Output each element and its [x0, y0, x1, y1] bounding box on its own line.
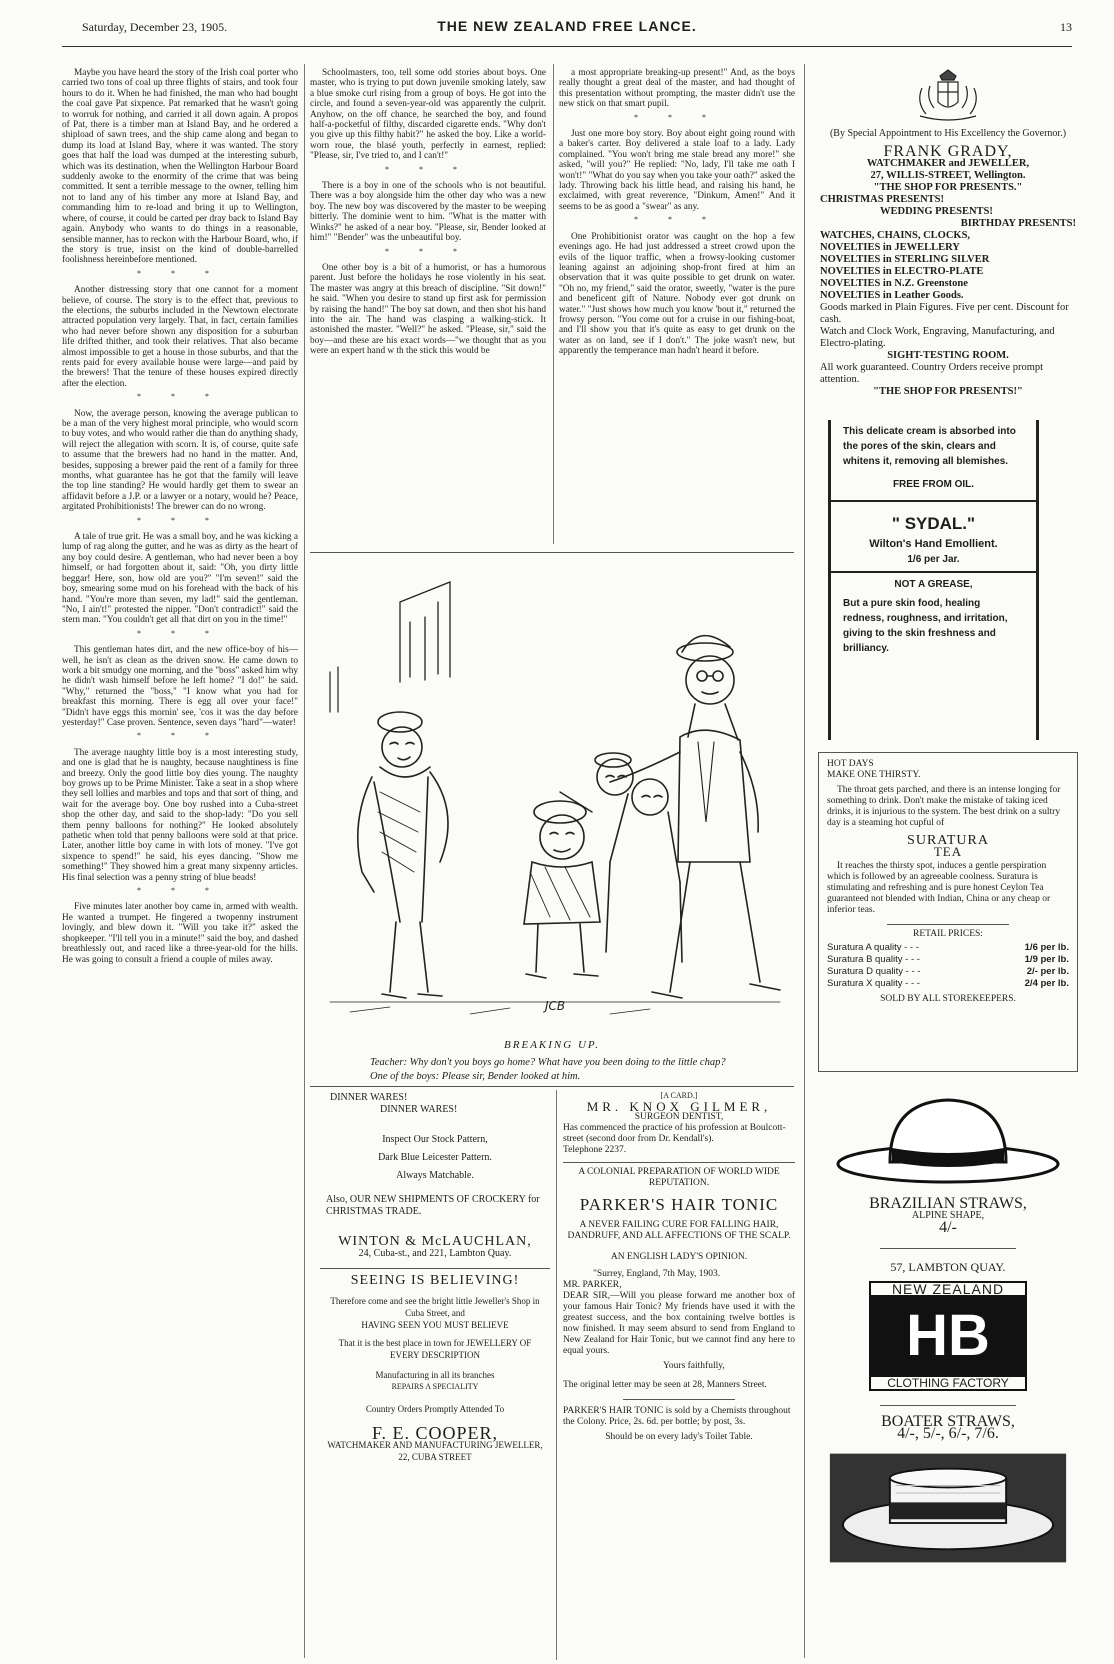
price-value: 2/- per lb.	[1026, 966, 1069, 977]
ad-divider	[880, 1248, 1016, 1249]
hb-logo-factory: CLOTHING FACTORY	[871, 1375, 1025, 1389]
column-three	[559, 68, 795, 540]
suratura-tea-ad	[818, 752, 1078, 1072]
parker-faith: Yours faithfully,	[663, 1361, 725, 1371]
parker-original: The original letter may be seen at 28, Manners Street.	[563, 1380, 767, 1390]
brazilian-price: 4/-	[939, 1219, 957, 1236]
grady-line: "THE SHOP FOR PRESENTS!"	[873, 386, 1023, 397]
dinner-heading-1: DINNER WARES!	[330, 1092, 408, 1103]
parker-to: MR. PARKER,	[563, 1280, 622, 1290]
cooper-repairs: REPAIRS A SPECIALITY	[391, 1382, 479, 1391]
cooper-address: 22, CUBA STREET	[398, 1452, 472, 1462]
cooper-best: That it is the best place in town for JEWELLERY OF EVERY DESCRIPTION	[338, 1338, 532, 1360]
ad-divider	[831, 571, 1036, 573]
section-divider: * * *	[137, 886, 223, 896]
grady-line: WEDDING PRESENTS!	[880, 206, 993, 217]
boater-hat-icon	[828, 1448, 1068, 1568]
suratura-sold: SOLD BY ALL STOREKEEPERS.	[880, 994, 1016, 1004]
article-paragraph: There is a boy in one of the schools who is not beautiful. There was a boy alongside him the other day who was a new boy. The new boy was discovered by the master to be weeping bitterly. The dominie went to him. "What is the matter with Winks?" he asked of a near boy. "Please, sir, Bender looked at him!" "Bender" was the unbeautiful boy.	[310, 181, 546, 244]
grady-slogan: "THE SHOP FOR PRESENTS."	[873, 182, 1023, 193]
cooper-name: F. E. COOPER,	[371, 1423, 499, 1443]
suratura-prices-head: RETAIL PRICES:	[913, 929, 983, 939]
parker-cure: A NEVER FAILING CURE FOR FALLING HAIR, DANDRUFF, AND ALL AFFECTIONS OF THE SCALP.	[567, 1220, 791, 1241]
cartoon-signature: JCB	[545, 999, 566, 1013]
section-divider: * * *	[137, 731, 223, 741]
gilmer-body: Has commenced the practice of his profession at Boulcott-street (second door from Dr. Kendall's).	[563, 1123, 786, 1144]
column-rule	[553, 64, 554, 544]
parker-opinion: AN ENGLISH LADY'S OPINION.	[610, 1252, 748, 1262]
gilmer-telephone: Telephone 2237.	[563, 1145, 627, 1155]
price-row	[827, 966, 1069, 978]
sydal-body: But a pure skin food, healing redness, roughness, and irritation, giving to the skin freshness and brilliancy.	[843, 598, 1008, 654]
publication-title: THE NEW ZEALAND FREE LANCE.	[437, 18, 697, 34]
column-rule	[556, 1090, 557, 1660]
grady-line: All work guaranteed. Country Orders receive prompt attention.	[820, 362, 1044, 385]
gilmer-title: SURGEON DENTIST,	[634, 1112, 724, 1122]
section-divider: * * *	[385, 164, 471, 174]
card-label: [A CARD.]	[660, 1091, 698, 1100]
column-two	[310, 68, 546, 368]
section-divider: * * *	[137, 392, 223, 402]
sydal-intro: This delicate cream is absorbed into the pores of the skin, clears and whitens it, removing all blemishes.	[843, 426, 1016, 467]
seeing-is-believing: SEEING IS BELIEVING!	[350, 1273, 520, 1288]
gilmer-name: MR. KNOX GILMER,	[586, 1099, 772, 1114]
price-quality: Suratura X quality - - -	[827, 978, 920, 989]
cooper-country: Country Orders Promptly Attended To	[365, 1404, 505, 1414]
grady-trade: WATCHMAKER and JEWELLER,	[866, 158, 1030, 169]
section-divider: * * *	[137, 268, 223, 278]
cooper-manufacturing: Manufacturing in all its branches	[375, 1370, 495, 1380]
hb-logo-nz: NEW ZEALAND	[871, 1283, 1025, 1297]
parker-place: "Surrey, England, 7th May, 1903.	[593, 1269, 721, 1279]
section-divider: * * *	[137, 515, 223, 525]
sydal-oil: FREE FROM OIL.	[892, 479, 975, 490]
ad-divider	[880, 1405, 1016, 1406]
alpine-shape: ALPINE SHAPE,	[911, 1210, 985, 1221]
grady-line: NOVELTIES in STERLING SILVER	[820, 254, 990, 265]
grady-line: Watch and Clock Work, Engraving, Manufacturing, and Electro-plating.	[820, 326, 1055, 349]
page-number: 13	[1060, 20, 1072, 34]
article-paragraph: One other boy is a bit of a humorist, or has a humorous parent. Just before the holidays he rose violently in his seat. The master was angry at this breach of discipline. "Sit down!" he said. "When you desire to stand up first ask for permission by raising the hand!" The boy sat down, and then shot his hand into the air. The hand was clasping a walking-stick. It astonished the master. "Well?" he asked. "Please, sir," said the boy—and these are his exact words—"we thought that as you were an expert hand w th the stick this would be	[310, 262, 546, 357]
cartoon-caption	[310, 1038, 794, 1084]
cartoon-dialogue-boy: One of the boys: Please sir, Bender looked at him.	[370, 1071, 581, 1082]
cooper-body: Therefore come and see the bright little Jeweller's Shop in Cuba Street, and	[330, 1296, 540, 1318]
ad-divider	[831, 500, 1036, 502]
cartoon-title: BREAKING UP.	[504, 1039, 600, 1051]
grady-line: WATCHES, CHAINS, CLOCKS,	[820, 230, 971, 241]
ad-divider	[320, 1268, 550, 1269]
section-divider: * * *	[385, 246, 471, 256]
sydal-brand: " SYDAL."	[891, 514, 976, 533]
article-paragraph: A tale of true grit. He was a small boy, and he was kicking a lump of rag along the gutter, and he was as dirty as the heart of any boy could desire. A gentleman, who had never been a boy himself, or had forgotten about it, said: "Oh, you dirty little beggar! Here, son, how old are you?" "I'm seven!" said the boy, smearing some mud on his forehead with the back of his hand. "You're more than seven, my lad!" said the gentleman. "No, I ain't!" protested the nipper. "Don't contradict!" said the stern man. "You couldn't get all that dirt on you in the time!"	[62, 532, 298, 626]
price-row	[827, 942, 1069, 954]
article-paragraph: This gentleman hates dirt, and the new office-boy of his—well, he isn't as clean as the driven snow. He came down to work a bit smudgy one morning, and the "boss" asked him why he didn't wash himself before he left home? "I do!" he said. "Why," returned the "boss," "I know what you had for breakfast this morning. There is egg all over your face!" "Didn't have eggs this mornin' see, 'cos it was the day before yesterday!" Case proven. Sentence, seven days "hard"—water!	[62, 645, 298, 728]
section-divider: * * *	[137, 628, 223, 638]
article-paragraph: a most appropriate breaking-up present!" And, as the boys really thought a great deal of the master, and had thought of this presentation without prompting, the master didn't use the new stick on that smart pupil.	[559, 68, 795, 110]
grady-name: FRANK GRADY,	[883, 143, 1013, 160]
price-quality: Suratura B quality - - -	[827, 954, 920, 965]
column-rule	[304, 64, 305, 1658]
article-paragraph: Maybe you have heard the story of the Irish coal porter who carried two tons of coal up three flights of stairs, and took four hours to do it. When he had finished, the man who had bought the coal gave Pat sixpence. Pat remarked that he wasn't going to worruk for nothing, and carried it all down again. A propos of Pat, there is a timber man at Island Bay, and he ordered a shipload of sawn trees, and the ship came along and began to dump its load at Island Bay, where it was wanted. The story goes that half the load was dumped at the interesting suburb, which was its destination, when the Wellington Harbour Board suddenly awoke to the enormity of the crime that was being committed. It sent a terrible message to the owner, telling him not to land any of his timber any more at Island Bay, and commanding him to re-load and bring it up to Wellington, where, of course, it could be carted per dray back to Island Bay again. Anybody who wants to do things in a reasonable, sensible manner, has to reckon with the Harbour Board, who, if the story is true, insist on the kind of double-barrelled foolishness hereinbefore mentioned.	[62, 68, 298, 266]
frank-grady-ad	[820, 68, 1076, 408]
ad-divider	[887, 924, 1009, 925]
article-paragraph: Now, the average person, knowing the average publican to be a man of the very highest moral principle, who would scorn to buy votes, and who would rather die than do anything shady, will reject the allegation with scorn. It is, of course, quite safe to assume that the brewers had no hand in the matter. And, besides, supposing a brewer paid the rent of a family for three months, what guarantee has he got that the family will leave the top line standing? He would hardly get them to swear an affidavit before a J.P. or a lawyer or a notary, would he? Peace, argitated Prohibitionists! The brewer can do no wrong.	[62, 408, 298, 513]
sydal-ad	[828, 420, 1039, 740]
grady-line: Goods marked in Plain Figures. Five per cent. Discount for cash.	[820, 302, 1069, 325]
suratura-para2: It reaches the thirsty spot, induces a gentle perspiration which is followed by an agreeable coolness. Suratura is stimulating and refreshing and is pure honest Ceylon Tea guaranteed not blended with Indian, China or any cheap or inferior teas.	[827, 861, 1051, 915]
column-one	[62, 68, 298, 1658]
issue-date: Saturday, December 23, 1905.	[82, 20, 228, 34]
breaking-up-cartoon	[310, 562, 794, 1032]
cartoon-top-rule	[310, 552, 794, 553]
article-paragraph: Just one more boy story. Boy about eight going round with a baker's carter. Boy delivered a stale loaf to a lady. Lady complained. "You won't bring me stale bread any more!" she asked, "will you?" He replied: "No, lady, I'll take me oath I won't!" "What do you say when you take your oath?" asked the lady. Throwing back his little head, and raising his hand, he exclaimed, with great reverence, "Dinkum, Amen!" And it seems to be as good a "swear" as any.	[559, 129, 795, 212]
appointment-line: (By Special Appointment to His Excellency the Governor.)	[829, 128, 1067, 139]
suratura-head1: HOT DAYS	[827, 759, 874, 769]
parker-brand: PARKER'S HAIR TONIC	[579, 1195, 779, 1214]
grady-line: NOVELTIES in Leather Goods.	[820, 290, 964, 301]
suratura-head2: MAKE ONE THIRSTY.	[827, 770, 921, 780]
cooper-having: HAVING SEEN YOU MUST BELIEVE	[361, 1320, 509, 1330]
ad-divider	[563, 1162, 795, 1163]
grady-line: NOVELTIES in N.Z. Greenstone	[820, 278, 968, 289]
grady-line: NOVELTIES in ELECTRO-PLATE	[820, 266, 984, 277]
ad-divider	[623, 1399, 735, 1400]
dinner-line: Always Matchable.	[396, 1170, 474, 1181]
grady-line: CHRISTMAS PRESENTS!	[820, 194, 944, 205]
boater-straws: BOATER STRAWS,	[881, 1413, 1015, 1430]
price-row	[827, 978, 1069, 990]
dinner-shipments: Also, OUR NEW SHIPMENTS OF CROCKERY for CHRISTMAS TRADE.	[326, 1194, 540, 1217]
hb-clothing-ad	[820, 1082, 1076, 1660]
price-quality: Suratura A quality - - -	[827, 942, 919, 953]
hb-logo	[869, 1281, 1027, 1391]
cartoon-bottom-rule	[310, 1086, 794, 1087]
suratura-tea: TEA	[933, 844, 963, 859]
grady-line: BIRTHDAY PRESENTS!	[960, 218, 1076, 229]
article-paragraph: Five minutes later another boy came in, armed with wealth. He wanted a trumpet. He fingered a twopenny instrument lovingly, and blew down it. "Will you take it?" asked the shopkeeper. "I'll tell you in a minute!" said the boy, and dashed breathlessly out, and raced like a three-year-old for the hills. He was going to consult a friend a couple of miles away.	[62, 902, 298, 965]
parker-preparation: A COLONIAL PREPARATION OF WORLD WIDE REPUTATION.	[578, 1167, 780, 1188]
price-value: 2/4 per lb.	[1024, 978, 1069, 989]
section-divider: * * *	[634, 215, 720, 225]
cooper-trade: WATCHMAKER AND MANUFACTURING JEWELLER,	[327, 1440, 543, 1450]
alpine-hat-icon	[820, 1082, 1076, 1192]
dinner-line: Inspect Our Stock Pattern,	[382, 1134, 488, 1145]
page-header	[62, 6, 1072, 47]
suratura-para1: The throat gets parched, and there is an intense longing for something to drink. Don't make the mistake of taking iced drinks, it is injurious to the system. The best drink on a sultry day is a steaming hot cupful of	[827, 785, 1061, 828]
parker-sold: PARKER'S HAIR TONIC is sold by a Chemists throughout the Colony. Price, 2s. 6d. per bottle; by post, 3s.	[563, 1406, 791, 1427]
article-paragraph: One Prohibitionist orator was caught on the hop a few evenings ago. He had just addressed a street crowd upon the evils of the liquor traffic, when a frowsy-looking customer leaning against an adjoining shop-front fired at him an observation that it was quite possible to get drunk on water. "Oh no, my friend," said the orator, sweetly, "water is the pure and beneficent gift of Nature. Nobody ever got drunk on water." "Just shows how much you know 'bout it," returned the frowsy person. "You come out for a cruise in our fishing-boat, and I'll show you that it's quite as easy to get drunk on the water as on land, see if I don't." The joke wasn't new, but apparently the temperance man hadn't heard it before.	[559, 231, 795, 357]
brazilian-straws: BRAZILIAN STRAWS,	[869, 1195, 1027, 1212]
cartoon-dialogue-teacher: Teacher: Why don't you boys go home? What have you been doing to the little chap?	[370, 1057, 726, 1068]
winton-address: 24, Cuba-st., and 221, Lambton Quay.	[358, 1248, 512, 1259]
hb-logo-mark: HB	[871, 1297, 1025, 1375]
article-paragraph: The average naughty little boy is a most interesting study, and one is glad that he is naughty, because naughtiness is fine and breezy. Only the good little boy dies young. The naughty boy grows up to be Prime Minister. Take a seat in a shop where they sell lollies and marbles and tops and that sort of thing, and wait for the average boy. One boy rushed into a Cuba-street shop the other day, and said to the shop-lady: "Do you sell them penny balloons for nothing?" He looked absolutely pathetic when told that penny balloons were sold at that price. Later, another little boy came in with lots of money. "I've got sixpence to spend!" he said, his eyes dancing. "Show me something!" They showed him a great many sixpenny articles. His final selection was a penny string of blue beads!	[62, 747, 298, 883]
price-row	[827, 954, 1069, 966]
dinner-line: Dark Blue Leicester Pattern.	[378, 1152, 492, 1163]
parker-hair-tonic-ad	[563, 1090, 795, 1443]
section-divider: * * *	[634, 112, 720, 122]
price-value: 1/6 per lb.	[1024, 942, 1069, 953]
suratura-name: SURATURA	[907, 833, 989, 848]
dinner-wares-ad	[320, 1092, 550, 1463]
boater-prices: 4/-, 5/-, 6/-, 7/6.	[897, 1425, 999, 1442]
price-value: 1/9 per lb.	[1024, 954, 1069, 965]
grady-address: 27, WILLIS-STREET, Wellington.	[870, 170, 1026, 181]
sydal-price: 1/6 per Jar.	[907, 554, 960, 565]
parker-toilet: Should be on every lady's Toilet Table.	[605, 1432, 753, 1442]
winton-mclauchlan: WINTON & McLAUCHLAN,	[338, 1234, 532, 1249]
column-rule	[804, 64, 805, 1658]
article-paragraph: Schoolmasters, too, tell some odd stories about boys. One master, who is trying to put down juvenile smoking lately, saw a blue smoke curl rising from a group of boys. He got into the circle, and found a seven-year-old was apparently the culprit. Anyhow, on the off chance, he searched the boy, and found half-a-pocketful of filthy, discarded cigarette ends. "Why don't you give up this filthy habit?" he asked the boy. Like a world-worn roue, the blasé youth, perfectly in earnest, replied: "Please, sir, I've tried to, and I can't!"	[310, 68, 546, 162]
sydal-grease: NOT A GREASE,	[894, 579, 973, 590]
royal-crest-icon	[908, 68, 988, 124]
sydal-product: Wilton's Hand Emollient.	[869, 538, 998, 550]
parker-letter: DEAR SIR,—Will you please forward me another box of your famous Hair Tonic? My friends have used it with the greatest success, and the box containing twelve bottles is now finished. It may seem absurd to send from England to New Zealand for Hair Tonic, but we cannot find any here to equal yours.	[563, 1291, 795, 1356]
hb-address: 57, LAMBTON QUAY.	[890, 1260, 1006, 1274]
grady-line: SIGHT-TESTING ROOM.	[887, 350, 1009, 361]
article-paragraph: Another distressing story that one cannot for a moment believe, of course. The story is to the effect that, previous to the elections, the suburbs included in the Newtown electorate attracted population very largely. That, in fact, certain families who had never before shown any disposition for a suburban life drifted thither, and took their relatives. That also became almost impossible to get a house in those suburbs, and that the rents paid for every available house were large—and paid by the brewers! That the tenure of these houses expired directly after the election.	[62, 285, 298, 389]
price-quality: Suratura D quality - - -	[827, 966, 921, 977]
grady-line: NOVELTIES in JEWELLERY	[820, 242, 960, 253]
dinner-heading-2: DINNER WARES!	[380, 1104, 458, 1115]
